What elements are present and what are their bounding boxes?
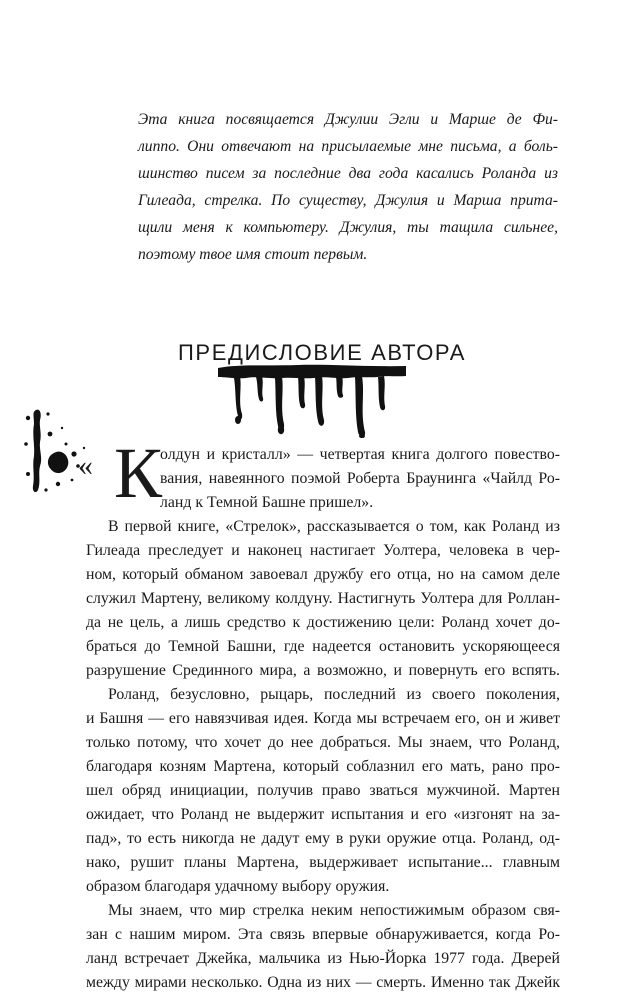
body-line: Роланд, безусловно, рыцарь, последний из своего поколения, [108, 686, 560, 703]
body-line: да не цель, а лишь средство к достижению цели: Роланд хочет до- [86, 614, 560, 631]
dedication-line: Гилеада, стрелка. По существу, Джулия и Марша прита- [138, 192, 558, 209]
chapter-heading: ПРЕДИСЛОВИЕ АВТОРА [178, 340, 466, 365]
dedication-line: липпо. Они отвечают на присылаемые мне письма, а боль- [138, 138, 558, 155]
body-line: ожидает, что Роланд не выдержит испытания и его «изгонят на за- [86, 806, 560, 823]
body-line: Мы знаем, что мир стрелка неким непостижимым образом свя- [108, 902, 560, 919]
body-line: браться до Темной Башни, где надеется остановить ускоряющееся [86, 638, 560, 655]
body-line: и Башня — его навязчивая идея. Когда мы встречаем его, он и живет [86, 710, 560, 727]
body-line: Гилеада преследует и наконец настигает Уолтера, человека в чер- [86, 542, 560, 559]
body-line: нако, рушит планы Мартена, выдерживает испытание... главным [86, 854, 560, 871]
body-line: служил Мартену, великому колдуну. Настигнуть Уолтера для Роллан- [86, 590, 560, 607]
body-line: ланд к Темной Башне пришел». [160, 494, 374, 511]
body-line: В первой книге, «Стрелок», рассказывается о том, как Роланд из [108, 518, 560, 535]
opening-quote-mark: « [78, 449, 93, 482]
body-line: образом благодаря удачному выбору оружия. [86, 878, 390, 895]
dedication-line: поэтому твое имя стоит первым. [138, 246, 368, 263]
body-line: благодаря козням Мартена, который соблазнил его мать, рано про- [86, 758, 560, 775]
body-line: ном, который обманом завоевал дружбу его отца, но на самом деле [86, 566, 560, 583]
body-line: шел обряд инициации, получив право зваться мужчиной. Мартен [86, 782, 560, 799]
body-line: пад», то есть никогда не дадут ему в руки оружие отца. Роланд, од- [86, 830, 560, 847]
dedication-line: Эта книга посвящается Джулии Эгли и Марше де Фи- [138, 111, 558, 128]
body-line: между мирами несколько. Одна из них — смерть. Именно так Джейк [86, 974, 560, 991]
body-line: разрушение Срединного мира, а возможно, и повернуть его вспять. [86, 662, 560, 679]
body-line: зан с нашим миром. Эта связь впервые обнаруживается, когда Ро- [86, 926, 560, 943]
body-line: вания, навеянного поэмой Роберта Браунинга «Чайлд Ро- [160, 470, 560, 487]
drop-cap-letter: К [114, 433, 163, 513]
body-line: олдун и кристалл» — четвертая книга долгого повество- [160, 446, 560, 463]
dedication-line: щили меня к компьютеру. Джулия, ты тащила сильнее, [138, 219, 558, 236]
body-line: только потому, что хочет до нее добраться. Мы знаем, что Роланд, [86, 734, 560, 751]
dedication-line: шинство писем за последние два года касались Роланда из [138, 165, 558, 182]
body-line: ланд встречает Джейка, мальчика из Нью-Йорка 1977 года. Дверей [86, 950, 560, 967]
